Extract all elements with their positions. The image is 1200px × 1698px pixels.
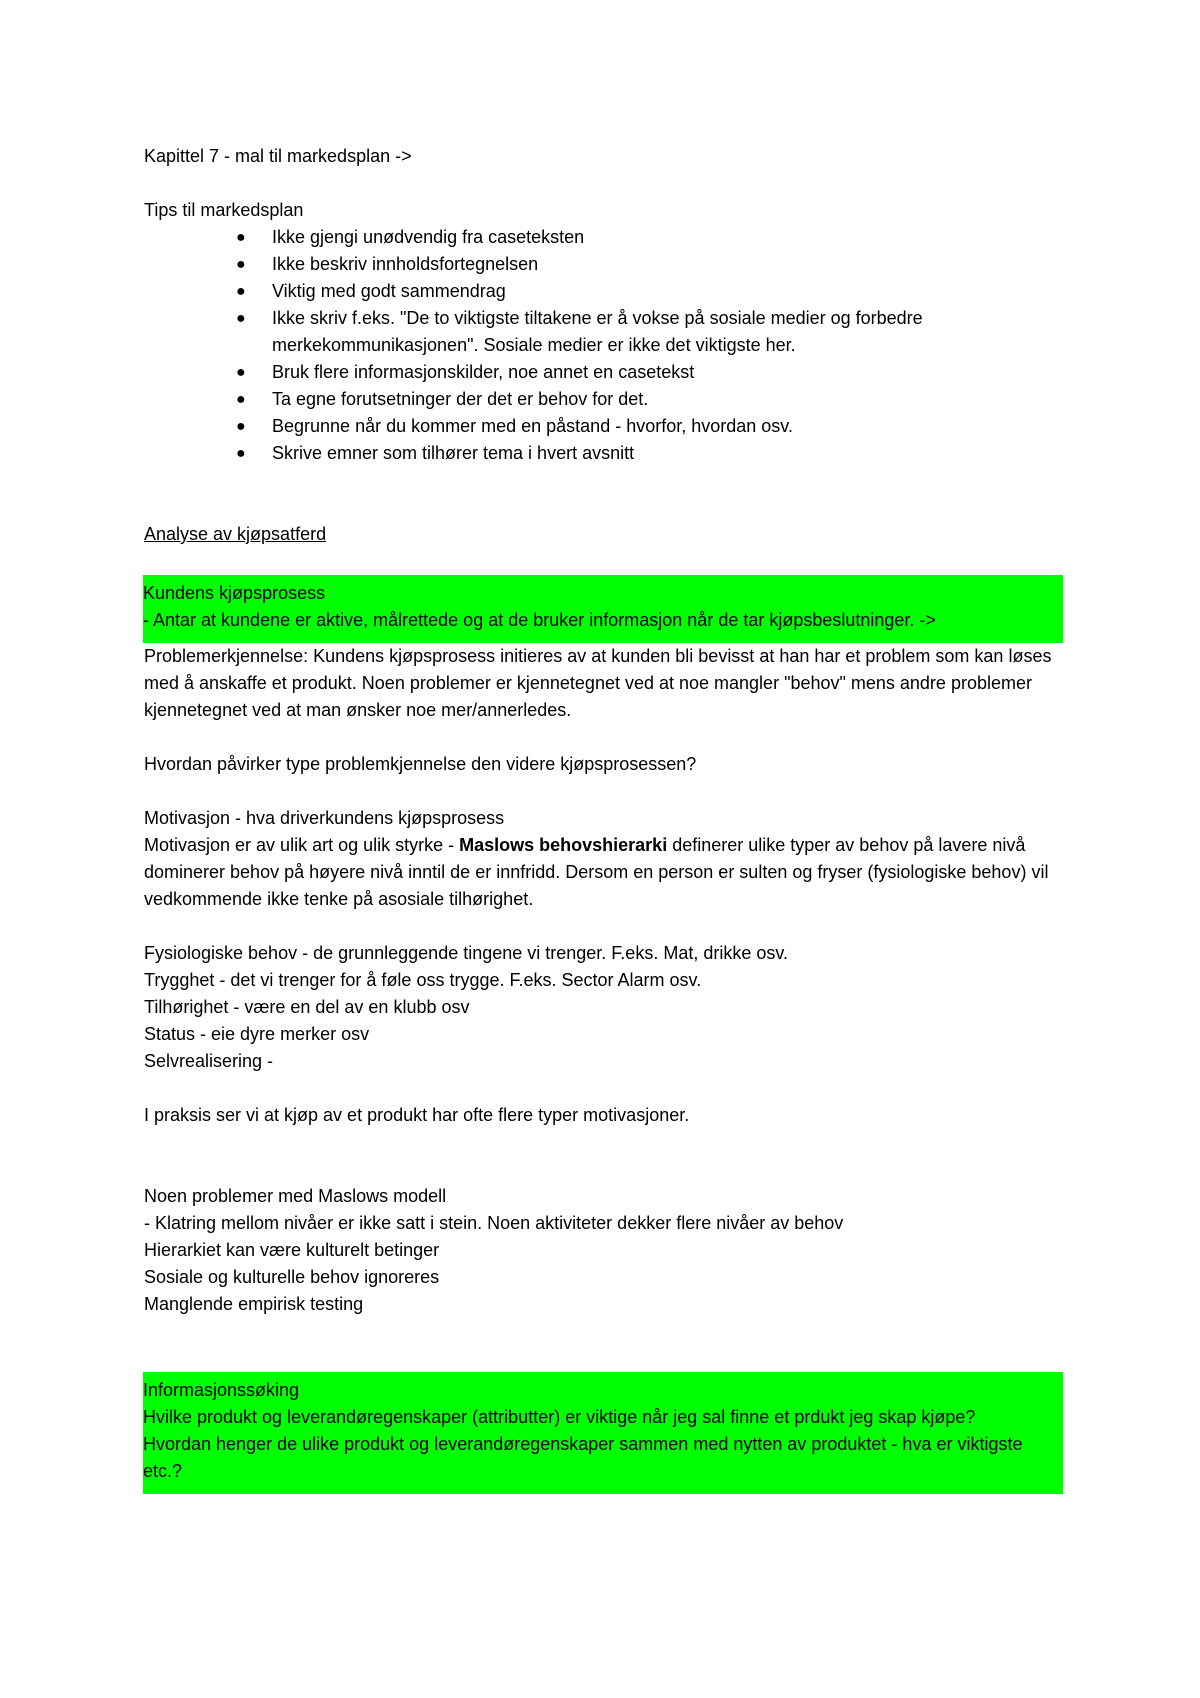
list-item: ● Ikke gjengi unødvendig fra caseteksten	[272, 224, 1064, 251]
problem-item: Manglende empirisk testing	[144, 1294, 364, 1314]
list-item: ● Viktig med godt sammendrag	[272, 278, 1064, 305]
highlight-title: Kundens kjøpsprosess	[143, 583, 326, 603]
bullet-icon: ●	[236, 445, 246, 462]
need-item: Selvrealisering -	[144, 1051, 274, 1071]
highlight-block-kjopsprosess	[143, 575, 1063, 643]
need-item: Trygghet - det vi trenger for å føle oss trygge. F.eks. Sector Alarm osv.	[144, 970, 702, 990]
document-page	[144, 143, 1064, 1494]
problems-title: Noen problemer med Maslows modell	[144, 1186, 447, 1206]
bullet-icon: ●	[236, 418, 246, 435]
need-item: Fysiologiske behov - de grunnleggende tingene vi trenger. F.eks. Mat, drikke osv.	[144, 943, 789, 963]
need-item: Status - eie dyre merker osv	[144, 1024, 370, 1044]
list-item: ● Ikke skriv f.eks. "De to viktigste tiltakene er å vokse på sosiale medier og forbedre merkekommunikasjonen". Sosiale medier er ikke det viktigste her.	[272, 305, 1064, 359]
highlight-text: Hvordan henger de ulike produkt og leverandøregenskaper sammen med nytten av produktet - hva er viktigste etc.?	[143, 1434, 1023, 1481]
list-item: ● Skrive emner som tilhører tema i hvert avsnitt	[272, 440, 1064, 467]
highlight-title: Informasjonssøking	[143, 1380, 300, 1400]
problem-item: Hierarkiet kan være kulturelt betinger	[144, 1240, 440, 1260]
list-item: ● Begrunne når du kommer med en påstand - hvorfor, hvordan osv.	[272, 413, 1064, 440]
bullet-icon: ●	[236, 229, 246, 246]
motivation-paragraph: Motivasjon er av ulik art og ulik styrke - Maslows behovshierarki definerer ulike typer av behov på lavere nivå dominerer behov på høyere nivå inntil de er innfridd. Dersom en person er sulten og fryser (fysiologiske behov) vil vedkommende ikke tenke på asosiale tilhørighet.	[144, 835, 1049, 909]
bullet-icon: ●	[236, 364, 246, 381]
highlight-text: - Antar at kundene er aktive, målrettede og at de bruker informasjon når de tar kjøpsbeslutninger. ->	[143, 610, 936, 630]
bullet-icon: ●	[236, 310, 246, 327]
motivation-title: Motivasjon - hva driverkundens kjøpsprosess	[144, 808, 505, 828]
highlight-block-informasjonssoking	[143, 1372, 1063, 1494]
tips-list	[144, 224, 1064, 467]
tips-title: Tips til markedsplan	[144, 200, 304, 220]
question-text: Hvordan påvirker type problemkjennelse den videre kjøpsprosessen?	[144, 754, 697, 774]
bullet-icon: ●	[236, 256, 246, 273]
problem-paragraph: Problemerkjennelse: Kundens kjøpsprosess initieres av at kunden bli bevisst at han har et problem som kan løses med å anskaffe et produkt. Noen problemer er kjennetegnet ved at noe mangler "behov" mens andre problemer kjennetegnet ved at man ønsker noe mer/annerledes.	[144, 646, 1052, 720]
maslow-bold: Maslows behovshierarki	[459, 835, 668, 855]
list-item: ● Ta egne forutsetninger der det er behov for det.	[272, 386, 1064, 413]
highlight-text: Hvilke produkt og leverandøregenskaper (attributter) er viktige når jeg sal finne et prdukt jeg skap kjøpe?	[143, 1407, 976, 1427]
problem-item: - Klatring mellom nivåer er ikke satt i stein. Noen aktiviteter dekker flere nivåer av behov	[144, 1213, 844, 1233]
list-item: ● Ikke beskriv innholdsfortegnelsen	[272, 251, 1064, 278]
bullet-icon: ●	[236, 391, 246, 408]
section-title: Analyse av kjøpsatferd	[144, 524, 327, 544]
problem-item: Sosiale og kulturelle behov ignoreres	[144, 1267, 440, 1287]
need-item: Tilhørighet - være en del av en klubb osv	[144, 997, 470, 1017]
list-item: ● Bruk flere informasjonskilder, noe annet en casetekst	[272, 359, 1064, 386]
chapter-heading: Kapittel 7 - mal til markedsplan ->	[144, 146, 412, 166]
practice-text: I praksis ser vi at kjøp av et produkt har ofte flere typer motivasjoner.	[144, 1105, 690, 1125]
bullet-icon: ●	[236, 283, 246, 300]
